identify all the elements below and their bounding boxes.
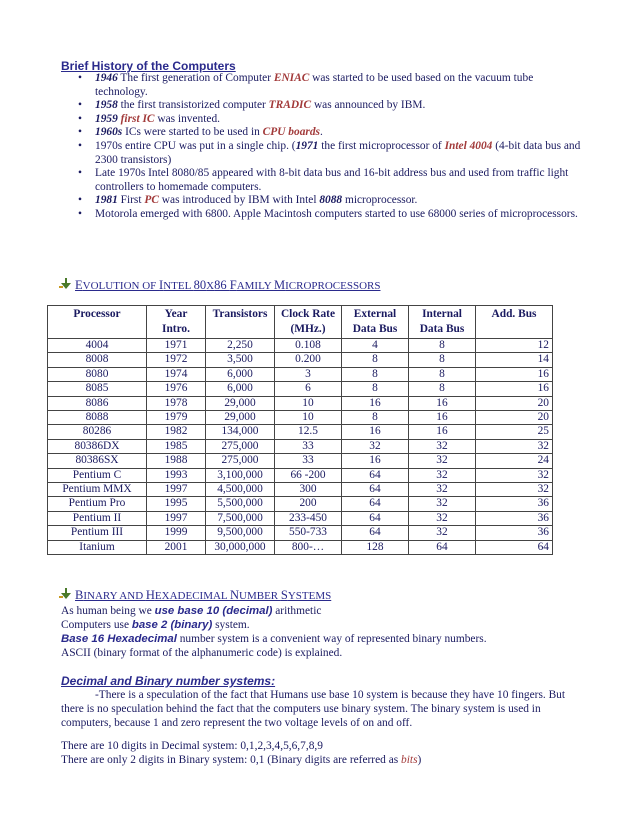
table-row (48, 339, 553, 353)
table-row (48, 526, 553, 540)
table-row (48, 411, 553, 425)
table-cell: 1997 (147, 483, 206, 497)
table-cell: 1999 (147, 526, 206, 540)
table-cell: 1995 (147, 497, 206, 511)
table-cell: 32 (409, 468, 476, 482)
table-cell: 0.200 (275, 353, 342, 367)
binary-line-1: As human being we use base 10 (decimal) arithmetic (61, 605, 322, 617)
table-cell: 1976 (147, 382, 206, 396)
table-cell: 233-450 (275, 511, 342, 525)
col-external-bus: External Data Bus (342, 306, 409, 339)
table-cell: 30,000,000 (206, 540, 275, 554)
table-cell: 80386SX (48, 454, 147, 468)
table-cell: 12 (476, 339, 553, 353)
table-cell: 20 (476, 396, 553, 410)
table-row (48, 511, 553, 525)
table-cell: 64 (342, 511, 409, 525)
table-cell: 0.108 (275, 339, 342, 353)
table-cell: 32 (409, 439, 476, 453)
table-row (48, 396, 553, 410)
table-cell: 33 (275, 454, 342, 468)
binary-line-2: Computers use base 2 (binary) system. (61, 619, 250, 631)
table-cell: 8085 (48, 382, 147, 396)
speculation-paragraph: -There is a speculation of the fact that Humans use base 10 system is because they have 10 fingers. But there is no speculation behind the fact that the computers use binary system. The binary system is used in computers, because 1 and zero represent the two voltage levels of on and off. (61, 689, 566, 730)
list-item: • 1960s ICs were started to be used in CPU boards. (78, 126, 323, 139)
table-cell: 3 (275, 367, 342, 381)
binary-line-4: ASCII (binary format of the alphanumeric code) is explained. (61, 647, 343, 659)
table-row (48, 439, 553, 453)
table-cell: 5,500,000 (206, 497, 275, 511)
table-cell: 14 (476, 353, 553, 367)
table-cell: 134,000 (206, 425, 275, 439)
table-cell: 3,100,000 (206, 468, 275, 482)
table-cell: 16 (409, 396, 476, 410)
table-header-row (48, 306, 553, 339)
col-transistors: Transistors (206, 306, 275, 339)
table-cell: 36 (476, 511, 553, 525)
table-cell: 9,500,000 (206, 526, 275, 540)
table-cell: 29,000 (206, 396, 275, 410)
table-row (48, 425, 553, 439)
list-item: • Late 1970s Intel 8080/85 appeared with 8-bit data bus and 16-bit address bus and used from traffic light controllers to homemade computers. (78, 167, 569, 193)
col-clock-rate: Clock Rate (MHz.) (275, 306, 342, 339)
table-cell: 16 (476, 382, 553, 396)
table-cell: 8080 (48, 367, 147, 381)
table-cell: 8 (342, 353, 409, 367)
table-cell: 25 (476, 425, 553, 439)
evolution-heading: EVOLUTION OF INTEL 80X86 FAMILY MICROPROCESSORS (59, 278, 380, 293)
table-cell: 8 (409, 367, 476, 381)
table-cell: 4 (342, 339, 409, 353)
table-row (48, 367, 553, 381)
table-cell: 16 (342, 425, 409, 439)
list-item: • 1946 The first generation of Computer ENIAC was started to be used based on the vacuum tube technology. (78, 72, 534, 98)
table-cell: 1993 (147, 468, 206, 482)
table-cell: 64 (476, 540, 553, 554)
arrow-bullet-icon (59, 278, 71, 292)
table-cell: 32 (476, 439, 553, 453)
table-cell: 32 (476, 483, 553, 497)
table-cell: 29,000 (206, 411, 275, 425)
table-cell: 16 (476, 367, 553, 381)
list-item: • Motorola emerged with 6800. Apple Macintosh computers started to use 68000 series of microprocessors. (78, 207, 578, 220)
table-cell: 275,000 (206, 439, 275, 453)
history-list (61, 72, 581, 222)
binary-digits-line: There are only 2 digits in Binary system: 0,1 (Binary digits are referred as bits) (61, 754, 422, 766)
table-cell: 8088 (48, 411, 147, 425)
table-cell: 275,000 (206, 454, 275, 468)
table-cell: 12.5 (275, 425, 342, 439)
table-cell: 10 (275, 396, 342, 410)
table-cell: 64 (409, 540, 476, 554)
table-cell: 36 (476, 526, 553, 540)
list-item: • 1981 First PC was introduced by IBM with Intel 8088 microprocessor. (78, 194, 418, 207)
table-row (48, 468, 553, 482)
list-item: • 1959 first IC was invented. (78, 112, 220, 125)
binary-heading: BINARY AND HEXADECIMAL NUMBER SYSTEMS (59, 588, 331, 603)
table-cell: 32 (409, 526, 476, 540)
table-cell: 16 (409, 411, 476, 425)
table-cell: Pentium III (48, 526, 147, 540)
table-cell: 8 (409, 353, 476, 367)
table-cell: 1974 (147, 367, 206, 381)
processor-table (47, 305, 553, 555)
table-cell: 32 (342, 439, 409, 453)
table-cell: 3,500 (206, 353, 275, 367)
arrow-bullet-icon (59, 588, 71, 602)
table-cell: 16 (409, 425, 476, 439)
table-cell: 33 (275, 439, 342, 453)
table-cell: 128 (342, 540, 409, 554)
table-cell: 1972 (147, 353, 206, 367)
table-cell: Pentium C (48, 468, 147, 482)
list-item: • 1970s entire CPU was put in a single chip. (1971 the first microprocessor of Intel 4004 (4-bit data bus and 2300 transistors) (78, 139, 581, 166)
table-cell: 6 (275, 382, 342, 396)
table-cell: Pentium MMX (48, 483, 147, 497)
table-cell: 4,500,000 (206, 483, 275, 497)
table-cell: 2001 (147, 540, 206, 554)
table-cell: 16 (342, 454, 409, 468)
table-cell: 32 (409, 483, 476, 497)
table-cell: 80386DX (48, 439, 147, 453)
table-cell: 8008 (48, 353, 147, 367)
table-cell: 1982 (147, 425, 206, 439)
table-cell: 10 (275, 411, 342, 425)
table-row (48, 353, 553, 367)
col-year: Year Intro. (147, 306, 206, 339)
table-cell: 200 (275, 497, 342, 511)
table-cell: 550-733 (275, 526, 342, 540)
table-cell: Pentium Pro (48, 497, 147, 511)
table-cell: 64 (342, 497, 409, 511)
decimal-binary-heading: Decimal and Binary number systems: (61, 674, 276, 688)
table-cell: Itanium (48, 540, 147, 554)
table-cell: 6,000 (206, 367, 275, 381)
table-cell: 8 (342, 382, 409, 396)
table-cell: 16 (342, 396, 409, 410)
decimal-digits-line: There are 10 digits in Decimal system: 0,1,2,3,4,5,6,7,8,9 (61, 740, 323, 752)
list-item: • 1958 the first transistorized computer TRADIC was announced by IBM. (78, 99, 426, 112)
binary-line-3: Base 16 Hexadecimal number system is a convenient way of represented binary numbers. (61, 633, 487, 645)
table-cell: 1978 (147, 396, 206, 410)
table-cell: 8086 (48, 396, 147, 410)
table-cell: 2,250 (206, 339, 275, 353)
history-heading: Brief History of the Computers (61, 59, 236, 73)
table-cell: 800-… (275, 540, 342, 554)
table-cell: 80286 (48, 425, 147, 439)
table-cell: 1971 (147, 339, 206, 353)
table-cell: 32 (409, 454, 476, 468)
table-cell: 64 (342, 468, 409, 482)
table-cell: Pentium II (48, 511, 147, 525)
table-cell: 8 (342, 367, 409, 381)
col-processor: Processor (48, 306, 147, 339)
table-row (48, 540, 553, 554)
table-row (48, 497, 553, 511)
table-cell: 32 (476, 468, 553, 482)
table-cell: 1985 (147, 439, 206, 453)
table-cell: 300 (275, 483, 342, 497)
table-cell: 8 (409, 339, 476, 353)
table-cell: 7,500,000 (206, 511, 275, 525)
table-cell: 1979 (147, 411, 206, 425)
table-cell: 8 (342, 411, 409, 425)
table-cell: 6,000 (206, 382, 275, 396)
table-cell: 8 (409, 382, 476, 396)
table-cell: 1997 (147, 511, 206, 525)
table-cell: 36 (476, 497, 553, 511)
table-row (48, 454, 553, 468)
table-cell: 32 (409, 511, 476, 525)
table-cell: 64 (342, 526, 409, 540)
table-cell: 32 (409, 497, 476, 511)
table-cell: 4004 (48, 339, 147, 353)
table-cell: 64 (342, 483, 409, 497)
table-cell: 66 -200 (275, 468, 342, 482)
col-address-bus: Add. Bus (476, 306, 553, 339)
table-cell: 24 (476, 454, 553, 468)
col-internal-bus: Internal Data Bus (409, 306, 476, 339)
table-cell: 1988 (147, 454, 206, 468)
table-cell: 20 (476, 411, 553, 425)
table-row (48, 483, 553, 497)
table-row (48, 382, 553, 396)
